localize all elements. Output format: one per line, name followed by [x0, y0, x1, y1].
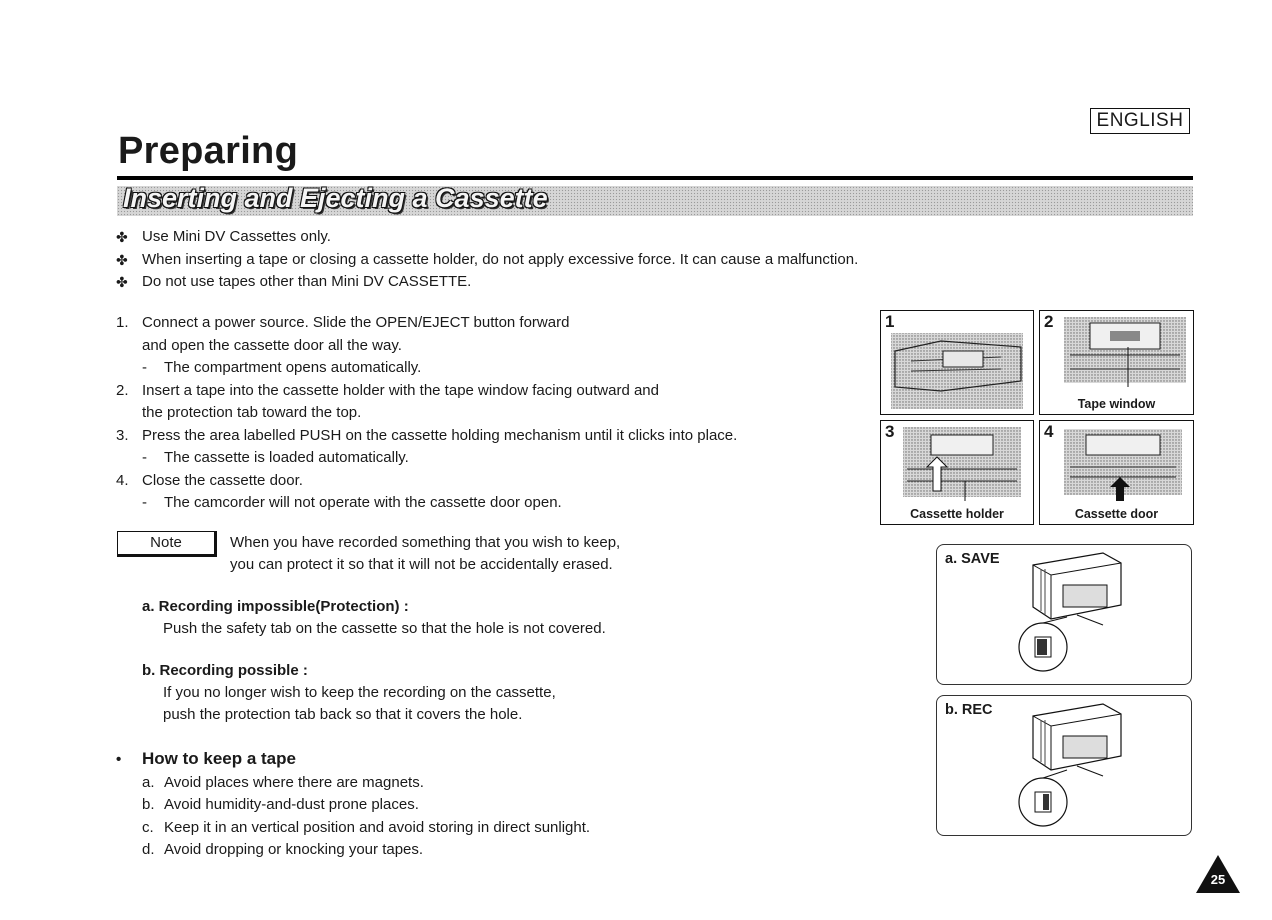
page-number-badge [1196, 855, 1240, 893]
step-3: 3. Press the area labelled PUSH on the cassette holding mechanism until it clicks into place. [116, 426, 738, 444]
step-2: 2. Insert a tape into the cassette holder with the tape window facing outward and [116, 381, 659, 399]
step-4: 4. Close the cassette door. [116, 471, 303, 489]
section-banner [117, 183, 1193, 216]
language-badge: ENGLISH [1090, 108, 1190, 134]
step-3-note: - The cassette is loaded automatically. [142, 449, 409, 466]
protection-instructions: a. Recording impossible(Protection) : Push the safety tab on the cassette so that the hole is not covered. b. Recording possible : If you no longer wish to keep the recording on the cassette, push the protection tab back so that it covers the hole. [142, 598, 606, 723]
save-diagram [936, 544, 1192, 685]
clover-bullet-icon: ✤ [116, 229, 128, 245]
keep-tape-item: c. Keep it in an vertical position and avoid storing in direct sunlight. [142, 818, 591, 836]
figure-panel-4: 4 Cassette door [1039, 420, 1194, 525]
figure-panel-2: 2 Tape window [1039, 310, 1194, 415]
step-4-note: - The camcorder will not operate with the cassette door open. [142, 494, 562, 511]
save-label: a. SAVE [945, 551, 1000, 567]
title-rule [117, 176, 1193, 180]
clover-bullet-icon: ✤ [116, 251, 128, 268]
caution-item: ✤ When inserting a tape or closing a cassette holder, do not apply excessive force. It can cause a malfunction. [116, 249, 858, 272]
keep-tape-heading: • How to keep a tape [116, 749, 296, 768]
page-number: 25 [1210, 872, 1226, 887]
caution-item: ✤ Do not use tapes other than Mini DV CASSETTE. [116, 271, 858, 294]
cassette-save-tab-illustration [937, 545, 1191, 684]
rec-label: b. REC [945, 702, 993, 718]
step-1-note: - The compartment opens automatically. [142, 359, 422, 376]
cassette-door-caption: Cassette door [1074, 507, 1159, 521]
section-title: Inserting and Ejecting a Cassette [123, 183, 548, 213]
note-label: Note [117, 531, 217, 557]
protection-b-heading: b. Recording possible : [142, 662, 308, 679]
tape-window-caption: Tape window [1077, 397, 1156, 411]
rec-diagram [936, 695, 1192, 836]
steps-list: 1. Connect a power source. Slide the OPEN/EJECT button forward and open the cassette door all the way. - The compartment opens automatically. 2. Insert a tape into the cassette holder with the tape window facing outward and the protection tab toward the top. 3. Press the area labelled PUSH on the cassette holding mechanism until it clicks into place. - The cassette is loaded automatically. 4. Close the cassette door. - The camcorder will not operate with the cassette door open. [116, 312, 737, 515]
figure-panel-1: 1 [880, 310, 1034, 415]
figure-panel-3: 3 Cassette holder [880, 420, 1034, 525]
keep-tape-item: d. Avoid dropping or knocking your tapes. [142, 841, 424, 858]
caution-item: ✤ Use Mini DV Cassettes only. [116, 226, 858, 249]
cassette-holder-caption: Cassette holder [910, 507, 1004, 521]
page-title: Preparing [118, 130, 299, 172]
keep-tape-item: b. Avoid humidity-and-dust prone places. [142, 796, 419, 813]
clover-bullet-icon: ✤ [116, 274, 128, 290]
note-text: When you have recorded something that you wish to keep, you can protect it so that it will not be accidentally erased. [230, 534, 621, 573]
protection-a-heading: a. Recording impossible(Protection) : [142, 598, 409, 615]
caution-list [116, 226, 858, 294]
camcorder-open-illustration [881, 311, 1033, 414]
keep-tape-section [116, 748, 590, 862]
cassette-rec-tab-illustration [937, 696, 1191, 835]
keep-tape-item: a. Avoid places where there are magnets. [142, 773, 424, 791]
step-1: 1. Connect a power source. Slide the OPEN/EJECT button forward [116, 314, 570, 331]
